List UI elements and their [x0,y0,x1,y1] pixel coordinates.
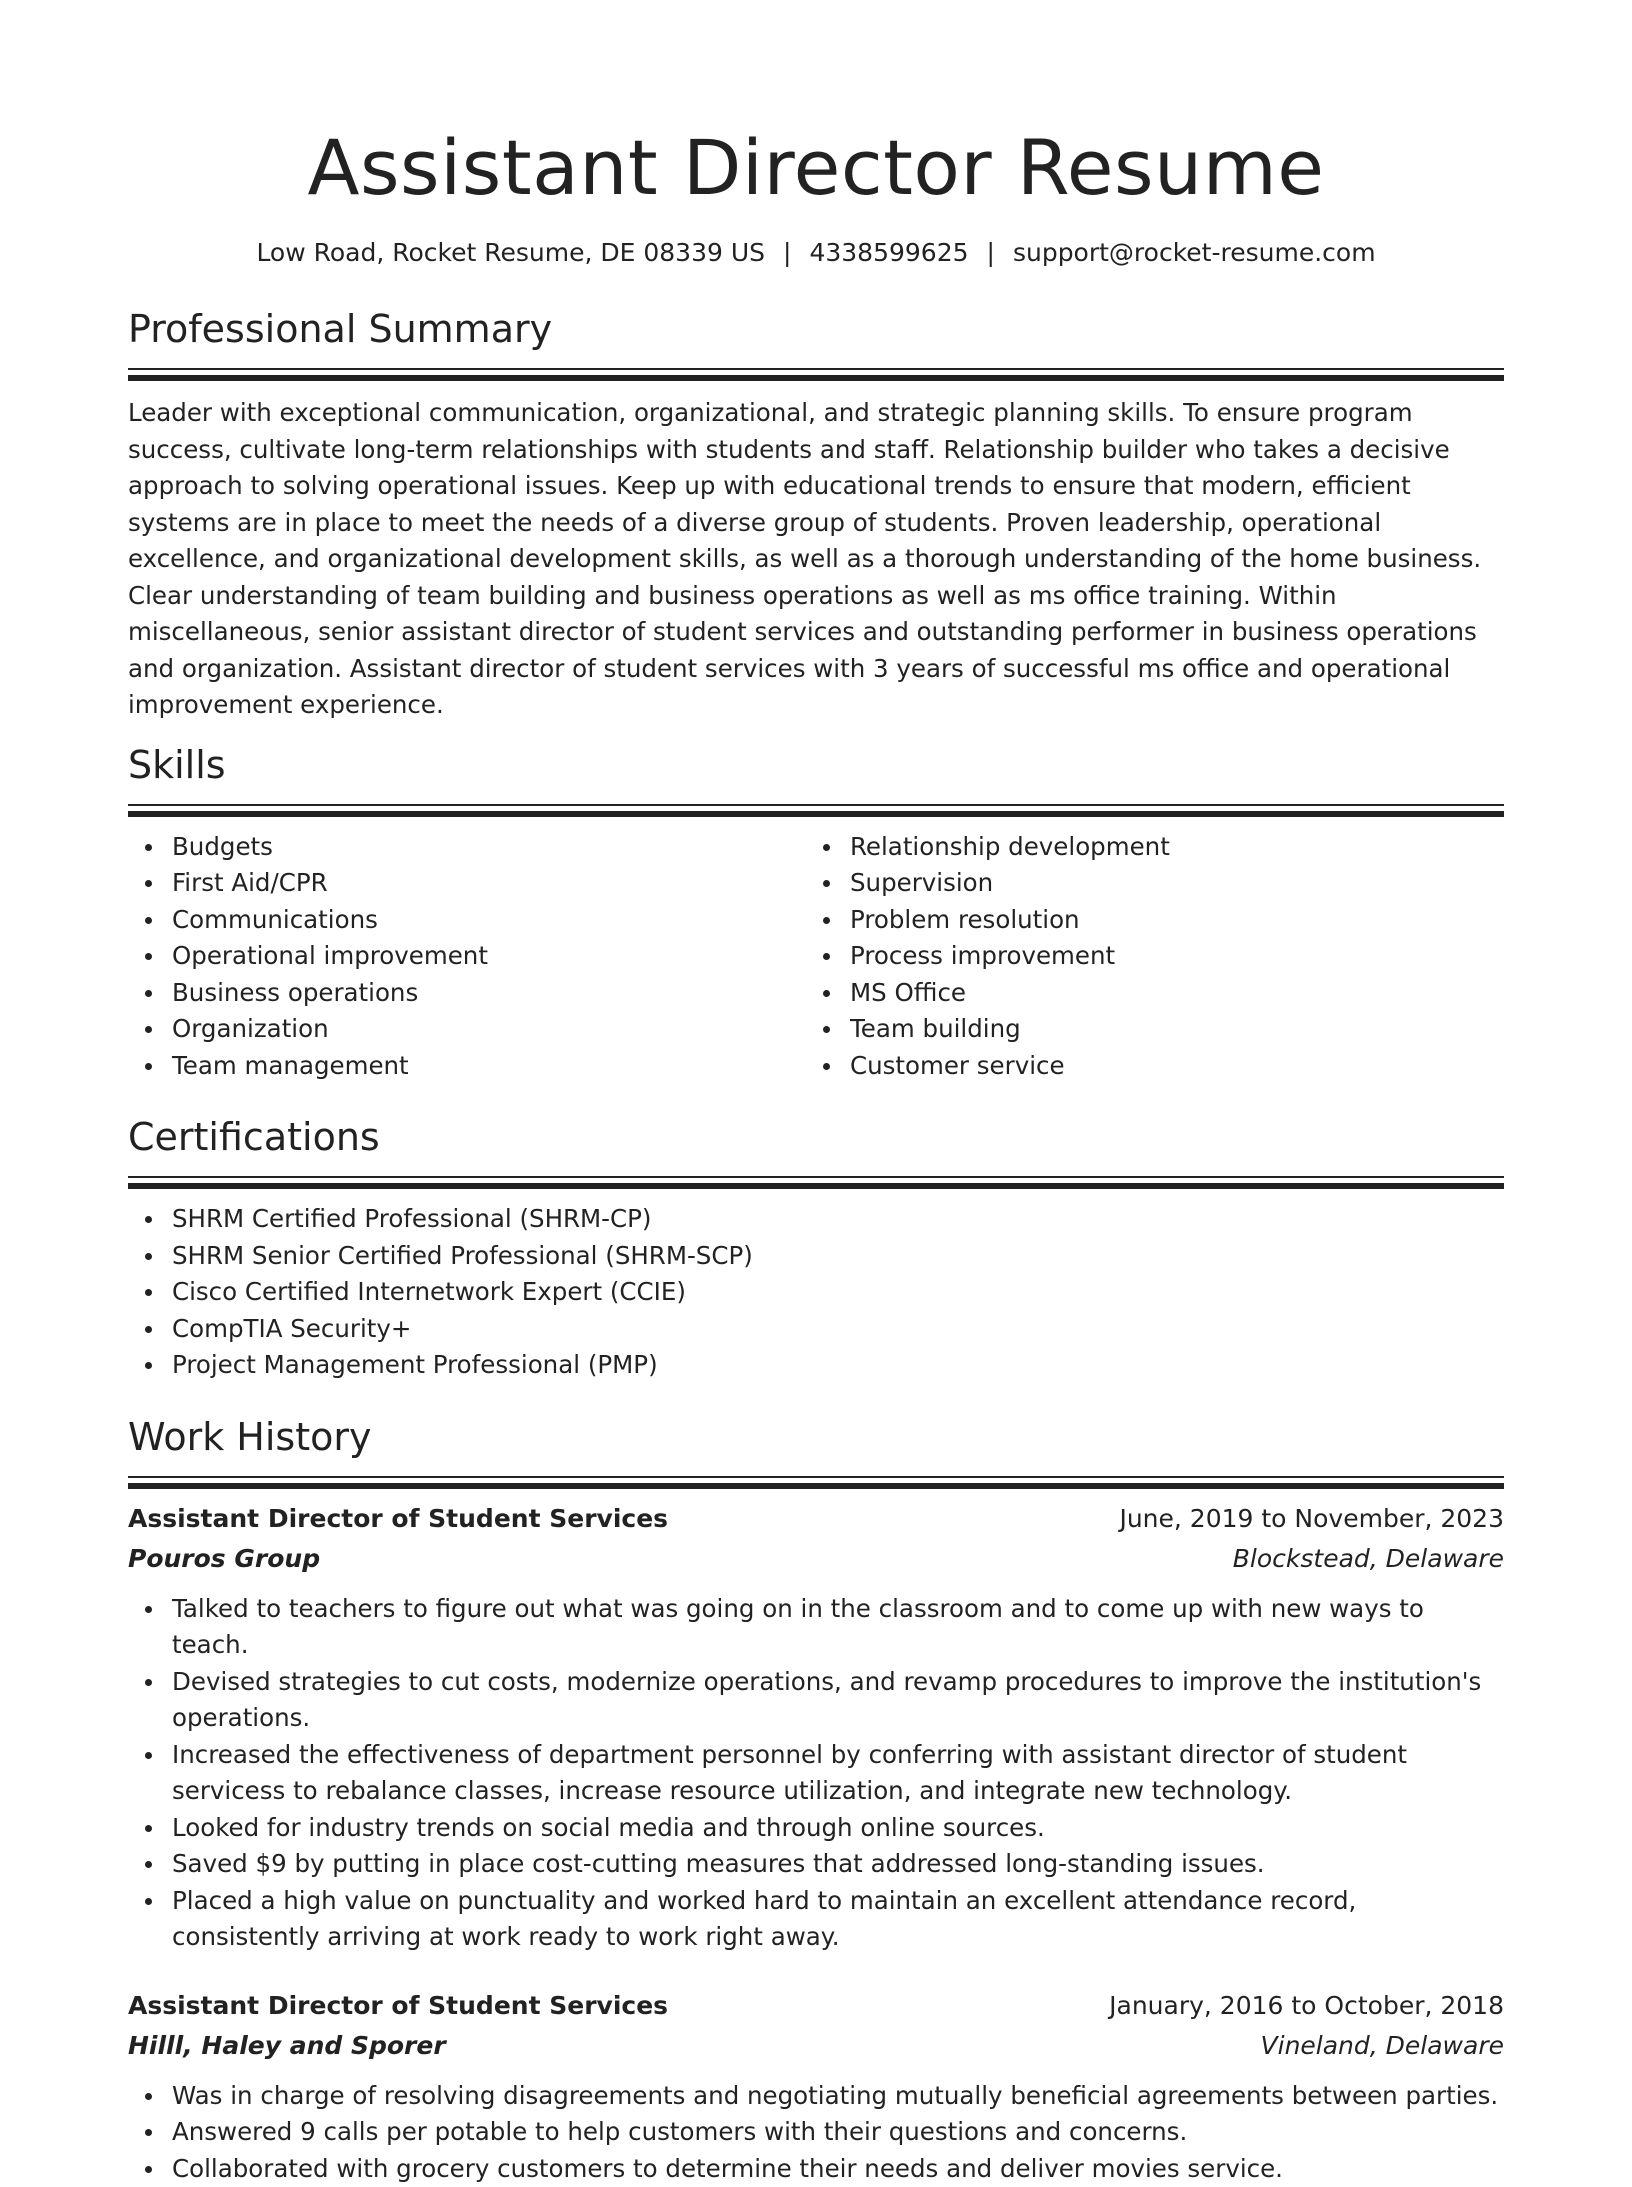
job-company: Pouros Group [128,1539,320,1579]
skill-item: Communications [172,902,806,939]
skill-item: Relationship development [850,829,1484,866]
section-divider [128,1476,1504,1489]
section-divider [128,804,1504,817]
skills-column-left [128,829,806,1085]
skill-item: Process improvement [850,938,1484,975]
job-title: Assistant Director of Student Services [128,1499,668,1539]
contact-separator: | [969,238,1013,267]
skill-item: First Aid/CPR [172,865,806,902]
job-bullet: Talked to teachers to figure out what was going on in the classroom and to come up with new ways to teach. [172,1591,1504,1664]
certification-item: Project Management Professional (PMP) [172,1347,1504,1384]
certifications-list [128,1201,1504,1384]
skills-section [128,740,1504,1085]
section-divider [128,1176,1504,1189]
job-bullet: Increased the effectiveness of department personnel by conferring with assistant director of student servicess to rebalance classes, increase resource utilization, and integrate new technology. [172,1737,1504,1810]
work-history-section [128,1412,1504,2187]
certification-item: SHRM Certified Professional (SHRM-CP) [172,1201,1504,1238]
job-bullet: Was in charge of resolving disagreements and negotiating mutually beneficial agreements between parties. [172,2078,1504,2115]
certification-item: Cisco Certified Internetwork Expert (CCIE) [172,1274,1504,1311]
skills-list-left [128,829,806,1085]
job-title: Assistant Director of Student Services [128,1986,668,2026]
contact-phone: 4338599625 [809,238,968,267]
job-company: Hilll, Haley and Sporer [128,2026,446,2066]
skill-item: Supervision [850,865,1484,902]
certifications-section [128,1112,1504,1384]
skills-heading: Skills [128,740,1504,790]
job-bullet: Placed a high value on punctuality and worked hard to maintain an excellent attendance record, consistently arriving at work ready to work right away. [172,1883,1504,1956]
job-bullet: Saved $9 by putting in place cost-cutting measures that addressed long-standing issues. [172,1846,1504,1883]
skill-item: Team management [172,1048,806,1085]
contact-line [128,236,1504,270]
job-subheader [128,2026,1504,2066]
job-bullet: Looked for industry trends on social media and through online sources. [172,1810,1504,1847]
job-location: Vineland, Delaware [1261,2026,1504,2066]
skill-item: Team building [850,1011,1484,1048]
job-bullet: Collaborated with grocery customers to determine their needs and deliver movies service. [172,2151,1504,2187]
skill-item: Organization [172,1011,806,1048]
job-dates: January, 2016 to October, 2018 [1109,1986,1504,2026]
skills-list-right [806,829,1484,1085]
section-divider [128,368,1504,381]
skills-column-right [806,829,1484,1085]
certification-item: CompTIA Security+ [172,1311,1504,1348]
job-bullet: Answered 9 calls per potable to help customers with their questions and concerns. [172,2114,1504,2151]
contact-email: support@rocket-resume.com [1013,238,1376,267]
skills-grid [128,829,1504,1085]
skill-item: Budgets [172,829,806,866]
job-bullets [128,1591,1504,1956]
job-entry [128,1986,1504,2187]
summary-section [128,304,1504,724]
skill-item: Operational improvement [172,938,806,975]
job-bullet: Devised strategies to cut costs, modernize operations, and revamp procedures to improve the institution's operations. [172,1664,1504,1737]
certifications-heading: Certifications [128,1112,1504,1162]
skill-item: Problem resolution [850,902,1484,939]
page-title: Assistant Director Resume [128,118,1504,218]
summary-heading: Professional Summary [128,304,1504,354]
job-header [128,1499,1504,1539]
summary-text: Leader with exceptional communication, organizational, and strategic planning skills. To ensure program success, cultivate long-term relationships with students and staff. Relationship builder who takes a decisive approach to solving operational issues. Keep up with educational trends to ensure that modern, efficient systems are in place to meet the needs of a diverse group of students. Proven leadership, operational excellence, and organizational development skills, as well as a thorough understanding of the home business. Clear understanding of team building and business operations as well as ms office training. Within miscellaneous, senior assistant director of student services and outstanding performer in business operations and organization. Assistant director of student services with 3 years of successful ms office and operational improvement experience. [128,395,1504,724]
job-location: Blockstead, Delaware [1233,1539,1504,1579]
skill-item: Business operations [172,975,806,1012]
skill-item: Customer service [850,1048,1484,1085]
contact-separator: | [765,238,809,267]
work-history-heading: Work History [128,1412,1504,1462]
skill-item: MS Office [850,975,1484,1012]
job-bullets [128,2078,1504,2187]
job-subheader [128,1539,1504,1579]
certification-item: SHRM Senior Certified Professional (SHRM-SCP) [172,1238,1504,1275]
contact-address: Low Road, Rocket Resume, DE 08339 US [256,238,765,267]
job-entry [128,1499,1504,1956]
resume-page [128,0,1504,2187]
job-dates: June, 2019 to November, 2023 [1119,1499,1504,1539]
job-header [128,1986,1504,2026]
